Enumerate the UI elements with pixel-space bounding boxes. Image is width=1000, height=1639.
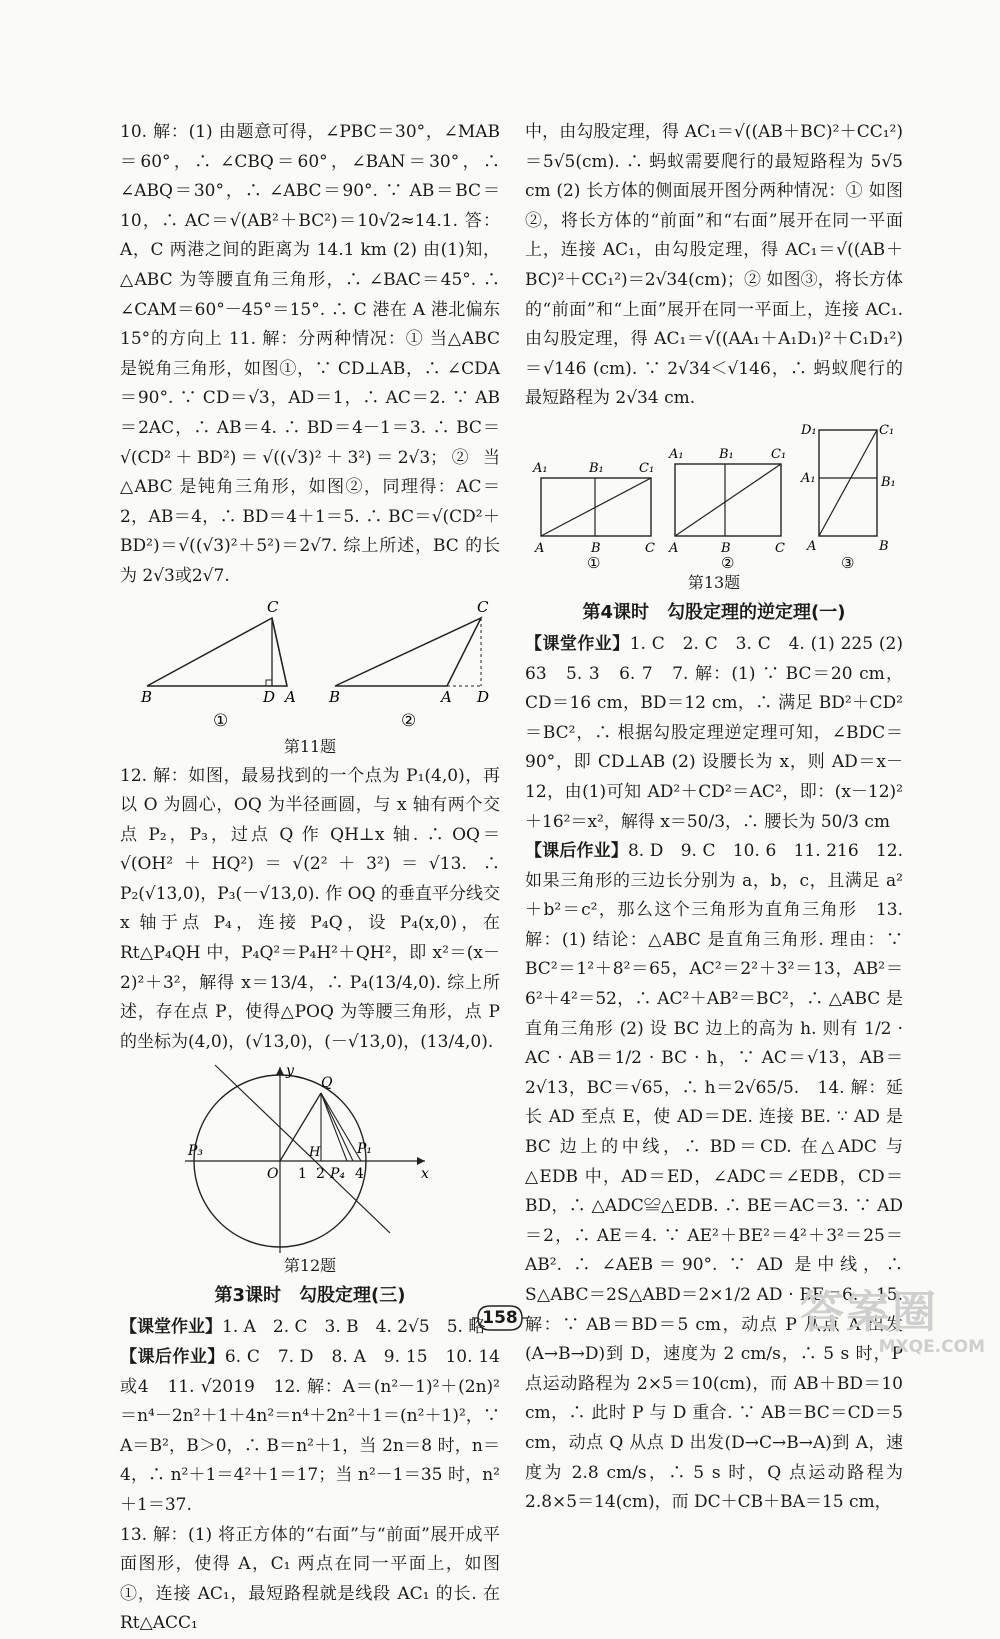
lesson-3-classwork	[120, 1313, 500, 1343]
classwork-label: 【课堂作业】	[525, 633, 630, 654]
fig13b-C: C	[774, 540, 785, 556]
figure-11-subcaptions	[125, 708, 495, 734]
left-column	[120, 118, 500, 1639]
fig11b-label-B: B	[329, 687, 341, 706]
problem-12-text: 12. 解：如图，最易找到的一个点为 P₁(4,0)，再以 O 为圆心，OQ 为半径画圆，与 x 轴有两个交点 P₂，P₃，过点 Q 作 QH⊥x 轴. ∴ OQ＝√(OH²＋HQ²)＝√(2²＋3²)＝√13. ∴ P₂(√13,0)，P₃(－√13,0). 作 OQ 的垂直平分线交 x 轴于点 P₄，连接 P₄Q，设 P₄(x,0)，在 Rt△P₄QH 中，P₄Q²＝P₄H²＋QH²，即 x²＝(x－2)²＋3²，解得 x＝13/4，∴ P₄(13/4,0). 综上所述，存在点 P，使得△POQ 为等腰三角形，点 P 的坐标为(4,0)，(√13,0)，(－√13,0)，(13/4,0).	[120, 765, 500, 1052]
page-number-text: 158	[482, 1308, 518, 1328]
homework-label: 【课后作业】	[525, 841, 628, 862]
fig13b-A1: A₁	[668, 446, 684, 462]
figure-11	[125, 598, 495, 708]
fig13c-C1: C₁	[878, 422, 894, 438]
figure-12-caption: 第12题	[283, 1256, 337, 1276]
fig13b-B: B	[720, 540, 731, 556]
fig13a-A: A	[534, 540, 544, 556]
fig13-num-1: ①	[586, 553, 600, 570]
fig12-label-H: H	[309, 1145, 321, 1161]
fig12-tick-4: 4	[355, 1166, 364, 1183]
fig12-tick-2: 2	[316, 1166, 325, 1183]
fig13b-B1: B₁	[718, 446, 734, 462]
classwork-answers: 1. A 2. C 3. B 4. 2√5 5. 略	[222, 1317, 486, 1338]
fig13a-A1: A₁	[532, 460, 548, 476]
fig11b-label-A: A	[441, 687, 452, 706]
fig13b-C1: C₁	[770, 446, 786, 462]
fig13a-C1: C₁	[638, 460, 654, 476]
figure-12	[185, 1063, 435, 1253]
homework-answers: 8. D 9. C 10. 6 11. 216 12. 如果三角形的三边长分别为 a，b，c，且满足 a²＋b²＝c²，那么这个三角形为直角三角形 13. 解：(1) 结论：△ABC 是直角三角形. 理由：∵ BC²＝1²＋8²＝65，AC²＝2²＋3²＝13，AB²＝6²＋4²＝52，∴ AC²＋AB²＝BC²，∴ △ABC 是直角三角形 (2) 设 BC 边上的高为 h. 则有 1/2 · AC · AB＝1/2 · BC · h，∵ AC＝√13，AB＝2√13，BC＝√65，∴ h＝2√65/5. 14. 解：延长 AD 至点 E，使 AD＝DE. 连接 BE. ∵ AD 是 BC 边上的中线，∴ BD＝CD. 在△ADC 与 △EDB 中，AD＝ED，∠ADC＝∠EDB，CD＝BD，∴ △ADC≌△EDB. ∴ BE＝AC＝3. ∵ AD＝2，∴ AE＝4. ∵ AE²＋BE²＝4²＋3²＝25＝AB². ∴ ∠AEB＝90°. ∵ AD 是中线，∴ S△ABC＝2S△ABD＝2×1/2 AD · BE＝6. 15. 解：∵ AB＝BD＝5 cm，动点 P 从点 A 出发(A→B→D)到 D，速度为 2 cm/s，∴ 5 s 时，P 点运动路程为 2×5＝10(cm)，而 AB＋BD＝10 cm，∴ 此时 P 与 D 重合. ∵ AB＝BC＝CD＝5 cm，动点 Q 从点 D 出发(D→C→B→A)到 A，速度为 2.8 cm/s，∴ 5 s 时，Q 点运动路程为 2.8×5＝14(cm)，而 DC＋CB＋BA＝15 cm，	[525, 841, 904, 1513]
page-number	[470, 1303, 530, 1333]
homework-label: 【课后作业】	[120, 1347, 225, 1368]
fig12-label-x: x	[421, 1166, 429, 1183]
figure-13	[527, 420, 902, 570]
fig13c-D1: D₁	[800, 422, 817, 438]
fig12-label-Q: Q	[321, 1075, 333, 1092]
fig12-label-P4: P₄	[330, 1166, 346, 1183]
watermark-title: 答案圈	[800, 1287, 938, 1338]
fig11-label-C: C	[267, 597, 279, 616]
fig11b-label-C: C	[477, 597, 489, 616]
watermark-url: MXQE.COM	[878, 1337, 985, 1357]
watermark-logo	[800, 1287, 985, 1365]
fig11b-label-D: D	[477, 687, 490, 706]
fig13c-A1: A₁	[800, 470, 816, 486]
fig11-num-2: ②	[401, 710, 417, 731]
fig12-label-y: y	[286, 1063, 294, 1080]
homework-answers: 6. C 7. D 8. A 9. 15 10. 14 或4 11. √2019 12. 解：A＝(n²－1)²＋(2n)²＝n⁴－2n²＋1＋4n²＝n⁴＋2n²＋1＝(n²＋1)²，∵ A＝B²，B＞0，∴ B＝n²＋1，当 2n＝8 时，n＝4，∴ n²＋1＝4²＋1＝17；当 n²－1＝35 时，n²＋1＝37.	[120, 1347, 500, 1515]
fig13a-B: B	[590, 540, 601, 556]
fig13c-B: B	[878, 538, 889, 554]
figure-13-diagram-2	[668, 447, 786, 570]
figure-11-caption: 第11题	[283, 736, 337, 756]
fig13-num-2: ②	[720, 553, 734, 570]
fig11-label-A: A	[285, 687, 296, 706]
figure-11-diagram-2	[328, 598, 489, 706]
fig12-label-P3: P₃	[188, 1143, 204, 1160]
figure-11-diagram-1	[140, 598, 296, 706]
fig12-label-P1: P₁	[357, 1141, 373, 1158]
classwork-answers: 1. C 2. C 3. C 4. (1) 225 (2) 63 5. 3 6. 7 7. 解：(1) ∵ BC＝20 cm，CD＝16 cm，BD＝12 cm，∴ 满足 BD²＋CD²＝BC²，∴ 根据勾股定理逆定理可知，∠BDC＝90°，即 CD⊥AB (2) 设腰长为 x，则 AD＝x－12，由(1)可知 AD²＋CD²＝AC²，即：(x－12)²＋16²＝x²，解得 x＝50/3，∴ 腰长为 50/3 cm	[525, 633, 903, 832]
fig13a-B1: B₁	[588, 460, 604, 476]
lesson-3-homework	[120, 1343, 500, 1521]
fig13-num-3: ③	[840, 553, 854, 570]
problem-10-11-text: 10. 解：(1) 由题意可得，∠PBC＝30°，∠MAB＝60°，∴ ∠CBQ＝60°，∠BAN＝30°，∴ ∠ABQ＝30°，∴ ∠ABC＝90°. ∵ AB＝BC＝10，∴ AC＝√(AB²＋BC²)＝10√2≈14.1. 答：A，C 两港之间的距离为 14.1 km (2) 由(1)知，△ABC 为等腰直角三角形，∴ ∠BAC＝45°. ∴ ∠CAM＝60°－45°＝15°. ∴ C 港在 A 港北偏东 15°的方向上 11. 解：分两种情况：① 当△ABC 是锐角三角形，如图①，∵ CD⊥AB，∴ ∠CDA＝90°. ∵ CD＝√3，AD＝1，∴ AC＝2. ∵ AB＝2AC，∴ AB＝4. ∴ BD＝4－1＝3. ∴ BC＝√(CD²＋BD²)＝√((√3)²＋3²)＝2√3；② 当△ABC 是钝角三角形，如图②，同理得：AC＝2，AB＝4，∴ BD＝4＋1＝5. ∴ BC＝√(CD²＋BD²)＝√((√3)²＋5²)＝2√7. 综上所述，BC 的长为 2√3或2√7.	[120, 122, 500, 586]
fig11-num-1: ①	[213, 710, 229, 731]
fig12-tick-1: 1	[298, 1166, 307, 1183]
fig12-label-O: O	[267, 1166, 279, 1183]
figure-13-diagram-1	[532, 461, 655, 570]
figure-13-caption: 第13题	[687, 572, 741, 592]
fig11-label-B: B	[141, 687, 153, 706]
classwork-label: 【课堂作业】	[120, 1317, 222, 1338]
figure-13-diagram-3	[800, 423, 896, 570]
section-title-lesson-4: 第4课时 勾股定理的逆定理(一)	[582, 601, 846, 623]
lesson-4-classwork	[525, 630, 903, 837]
fig13c-B1: B₁	[880, 474, 896, 490]
fig13b-A: A	[668, 540, 678, 556]
fig13c-A: A	[806, 538, 816, 554]
fig11-label-D: D	[263, 687, 276, 706]
lesson-4-homework	[525, 837, 903, 1518]
fig13a-C: C	[644, 540, 655, 556]
problem-13-continued-text: 中，由勾股定理，得 AC₁＝√((AB＋BC)²＋CC₁²)＝5√5(cm). ∴ 蚂蚁需要爬行的最短路程为 5√5 cm (2) 长方体的侧面展开图分两种情况：① 如图②，将长方体的“前面”和“右面”展开在同一平面上，连接 AC₁，由勾股定理，得 AC₁＝√((AB＋BC)²＋CC₁²)＝2√34(cm)；② 如图③，将长方体的“前面”和“上面”展开在同一平面上，连接 AC₁. 由勾股定理，得 AC₁＝√((AA₁＋A₁D₁)²＋C₁D₁²)＝√146 (cm). ∵ 2√34＜√146，∴ 蚂蚁爬行的最短路程为 2√34 cm.	[525, 122, 903, 409]
problem-13-text: 13. 解：(1) 将正方体的“右面”与“前面”展开成平面图形，使得 A，C₁ 两点在同一平面上，如图①，连接 AC₁，最短路程就是线段 AC₁ 的长. 在 Rt△ACC₁	[120, 1524, 500, 1634]
section-title-lesson-3: 第3课时 勾股定理(三)	[214, 1285, 406, 1307]
